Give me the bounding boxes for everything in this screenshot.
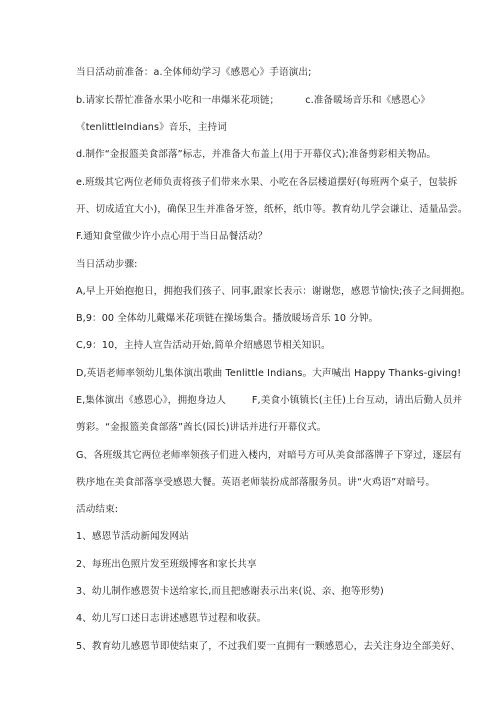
- step-b: B,9：00 全体幼儿戴爆米花项链在操场集合。播放暖场音乐 10 分钟。: [76, 313, 379, 324]
- end-item-1: 1、感恩节活动新闻发网站: [76, 531, 189, 542]
- prep-item-e: e.班级其它两位老师负责将孩子们带来水果、小吃在各层楼道摆好(每班两个桌子，包装拆: [76, 177, 458, 188]
- prep-item-f: F.通知食堂做少许小点心用于当日品餐活动？: [76, 231, 268, 242]
- end-item-5: 5、教育幼儿感恩节即使结束了，不过我们要一直拥有一颗感恩心，去关注身边全部美好、: [76, 641, 461, 652]
- prep-intro-line: 当日活动前准备：a.全体师幼学习《感恩心》手语演出;: [76, 67, 312, 78]
- end-item-3: 3、幼儿制作感恩贺卡送给家长,而且把感谢表示出来(说、亲、抱等形势): [76, 586, 384, 597]
- step-c: C,9：10，主持人宣告活动开始,简单介绍感恩节相关知识。: [76, 340, 331, 351]
- music-line: 《tenlittleIndians》音乐，主持词: [76, 122, 227, 133]
- end-item-4: 4、幼儿写口述日志讲述感恩节过程和收获。: [76, 613, 267, 624]
- step-g: G、各班级其它两位老师率领孩子们进入楼内，对暗号方可从美食部落牌子下穿过，逐层有: [76, 450, 462, 461]
- step-d: D,英语老师率领幼儿集体演出歌曲 Tenlittle Indians。大声喊出 Happy Thanks-giving!: [76, 368, 462, 379]
- prep-b-c-line: [76, 95, 446, 107]
- step-e: E,集体演出《感恩心》，拥抱身边人: [76, 395, 226, 406]
- step-g-cont: 秩序地在美食部落享受感恩大餐。英语老师装扮成部落服务员。讲“火鸡语”对暗号。: [76, 477, 436, 488]
- prep-item-b: b.请家长帮忙准备水果小吃和一串爆米花项链；: [76, 95, 280, 106]
- prep-item-d: d.制作“金报篮美食部落”标志，并准备大布盖上(用于开幕仪式);准备剪彩相关物品。: [76, 149, 437, 160]
- step-f-cont: 剪彩。“金报篮美食部落”酋长(园长)讲话并进行开幕仪式。: [76, 422, 327, 433]
- step-a: A,早上开始抱抱日，拥抱我们孩子、同事,跟家长表示：谢谢您，感恩节愉快;孩子之间拥抱。: [76, 286, 471, 297]
- prep-item-c: c.准备暖场音乐和《感恩心》: [305, 95, 431, 106]
- end-heading: 活动结束:: [76, 504, 119, 515]
- steps-heading: 当日活动步骤:: [76, 259, 138, 270]
- end-item-2: 2、每班出色照片发至班级博客和家长共享: [76, 559, 257, 570]
- step-e-f-line: [76, 395, 463, 407]
- prep-item-e-cont: 开、切成适宜大小)，确保卫生并准备牙签，纸杯，纸巾等。教育幼儿学会谦让、适量品尝。: [76, 204, 468, 215]
- step-f: F,美食小镇镇长(主任)上台互动，请出后勤人员并: [251, 395, 463, 406]
